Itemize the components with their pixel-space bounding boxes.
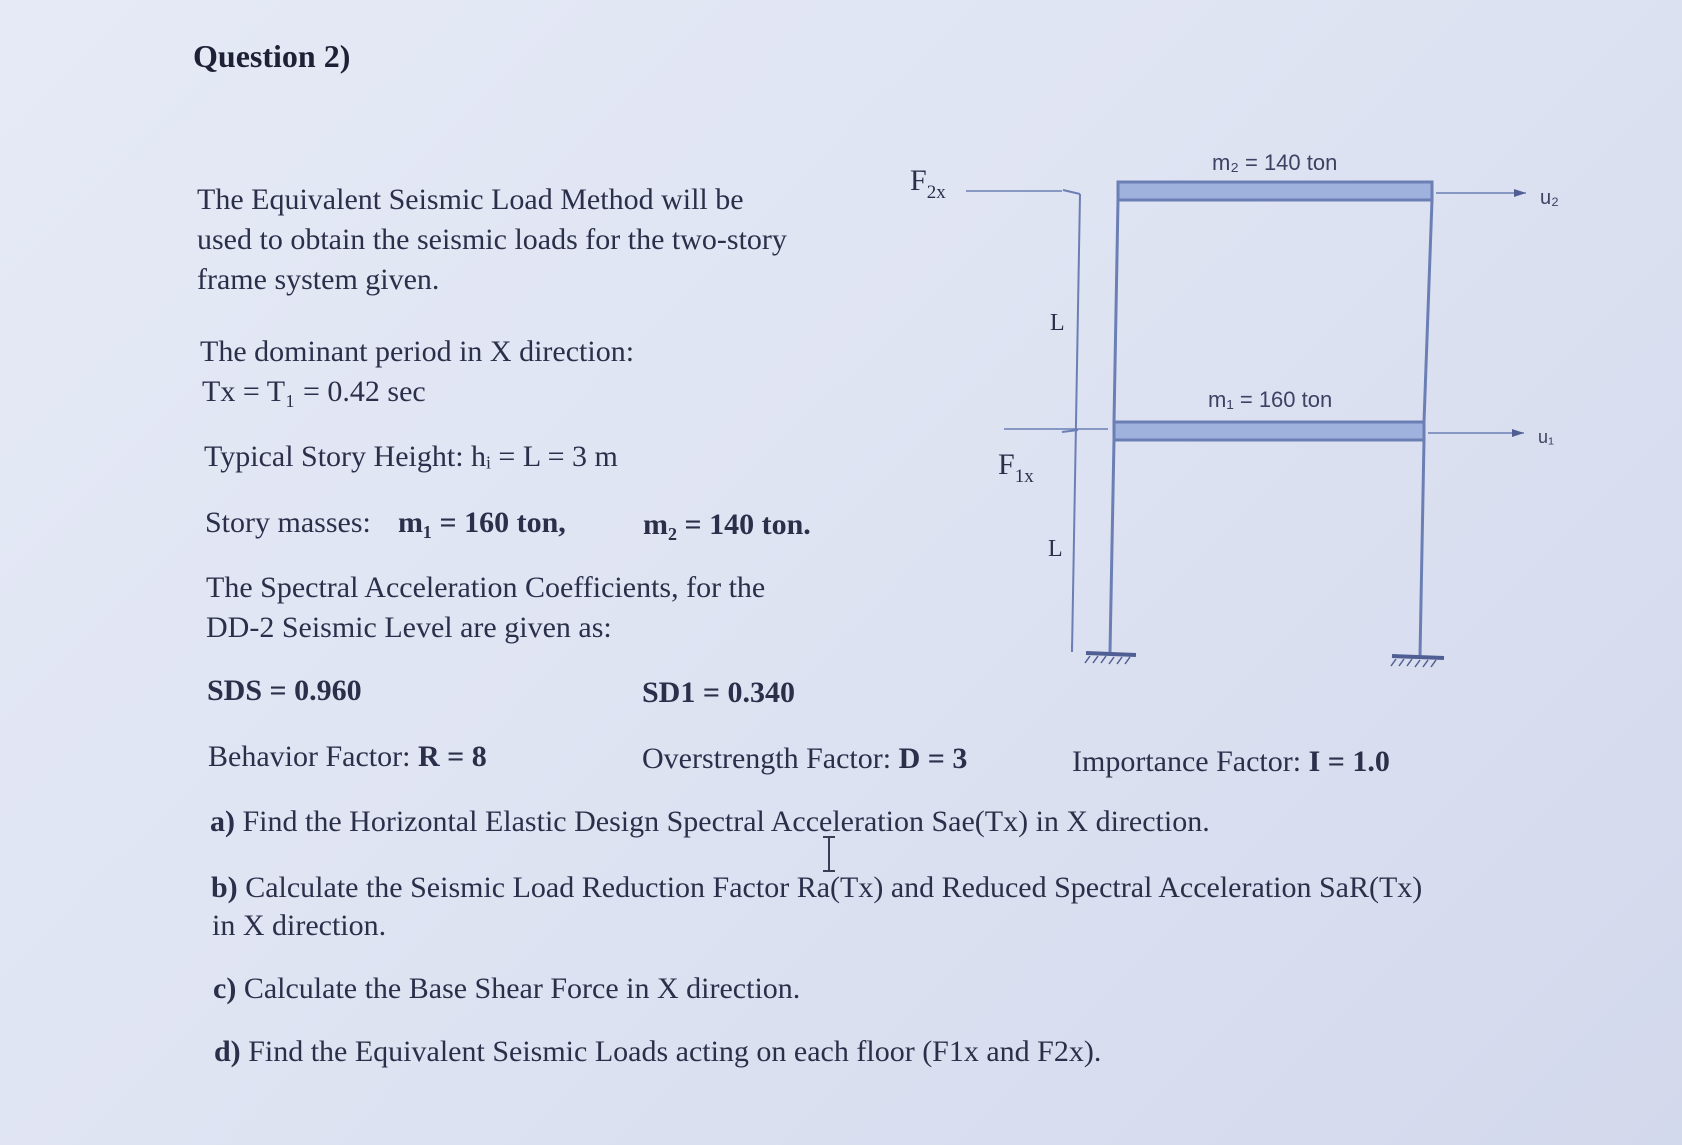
behavior-factor-label: Behavior Factor: xyxy=(208,740,411,773)
u2-arrow xyxy=(1436,189,1526,197)
l-lower-label: L xyxy=(1048,536,1063,562)
right-fixed-support xyxy=(1391,656,1444,667)
m1-label: m₁ = 160 ton xyxy=(1208,387,1333,412)
f2x-label: $F_{2x}$ xyxy=(910,164,946,203)
intro-line-3: frame system given. xyxy=(197,263,440,296)
intro-line-1: The Equivalent Seismic Load Method will be xyxy=(197,183,744,216)
spectral-intro-line-1: The Spectral Acceleration Coefficients, for the xyxy=(206,571,766,604)
importance-factor-value: I = 1.0 xyxy=(1308,745,1390,778)
f1x-label: $F_{1x}$ xyxy=(998,448,1034,487)
height-dimension xyxy=(1062,190,1080,652)
left-lower-column xyxy=(1110,440,1114,652)
overstrength-factor-label: Overstrength Factor: xyxy=(642,742,892,775)
left-fixed-support xyxy=(1085,653,1136,664)
left-upper-column xyxy=(1114,200,1118,422)
sds-value: SDS = 0.960 xyxy=(207,674,362,707)
sd1-value: SD1 = 0.340 xyxy=(642,676,795,709)
question-d-letter: d) xyxy=(214,1035,241,1068)
period-label: The dominant period in X direction: xyxy=(200,335,635,368)
masses-label: Story masses: xyxy=(205,506,371,539)
period-value: Tx = T₁ = 0.42 sec xyxy=(202,375,426,408)
question-c-letter: c) xyxy=(213,972,237,1005)
m2-label: m₂ = 140 ton xyxy=(1212,150,1338,175)
mass-m2: m₂ = 140 ton. xyxy=(643,508,811,541)
question-b-text: Calculate the Seismic Load Reduction Factor Ra(Tx) and Reduced Spectral Acceleration SaR(Tx) xyxy=(245,871,1423,904)
middle-beam xyxy=(1114,422,1424,440)
importance-factor-label: Importance Factor: xyxy=(1072,745,1302,778)
overstrength-factor-value: D = 3 xyxy=(898,742,968,775)
l-upper-label: L xyxy=(1050,310,1065,336)
mass-m1: m₁ = 160 ton, xyxy=(398,506,566,539)
right-lower-column xyxy=(1420,440,1424,656)
question-title: Question 2) xyxy=(193,38,351,74)
top-beam xyxy=(1118,182,1432,200)
question-b-letter: b) xyxy=(211,871,238,904)
u1-arrow xyxy=(1428,429,1524,437)
intro-line-2: used to obtain the seismic loads for the two-story xyxy=(197,223,787,256)
question-d-text: Find the Equivalent Seismic Loads acting on each floor (F1x and F2x). xyxy=(248,1035,1102,1068)
question-a-text: Find the Horizontal Elastic Design Spectral Acceleration Sae(Tx) in X direction. xyxy=(242,805,1210,838)
behavior-factor-value: R = 8 xyxy=(417,740,487,773)
question-c-text: Calculate the Base Shear Force in X direction. xyxy=(243,972,801,1005)
u2-label: u₂ xyxy=(1540,187,1559,209)
story-height: Typical Story Height: hᵢ = L = 3 m xyxy=(204,440,618,473)
question-a-letter: a) xyxy=(210,805,235,838)
spectral-intro-line-2: DD-2 Seismic Level are given as: xyxy=(206,611,612,644)
right-upper-column xyxy=(1424,200,1432,422)
question-b-line-2: in X direction. xyxy=(212,909,387,942)
u1-label: u₁ xyxy=(1538,427,1555,447)
